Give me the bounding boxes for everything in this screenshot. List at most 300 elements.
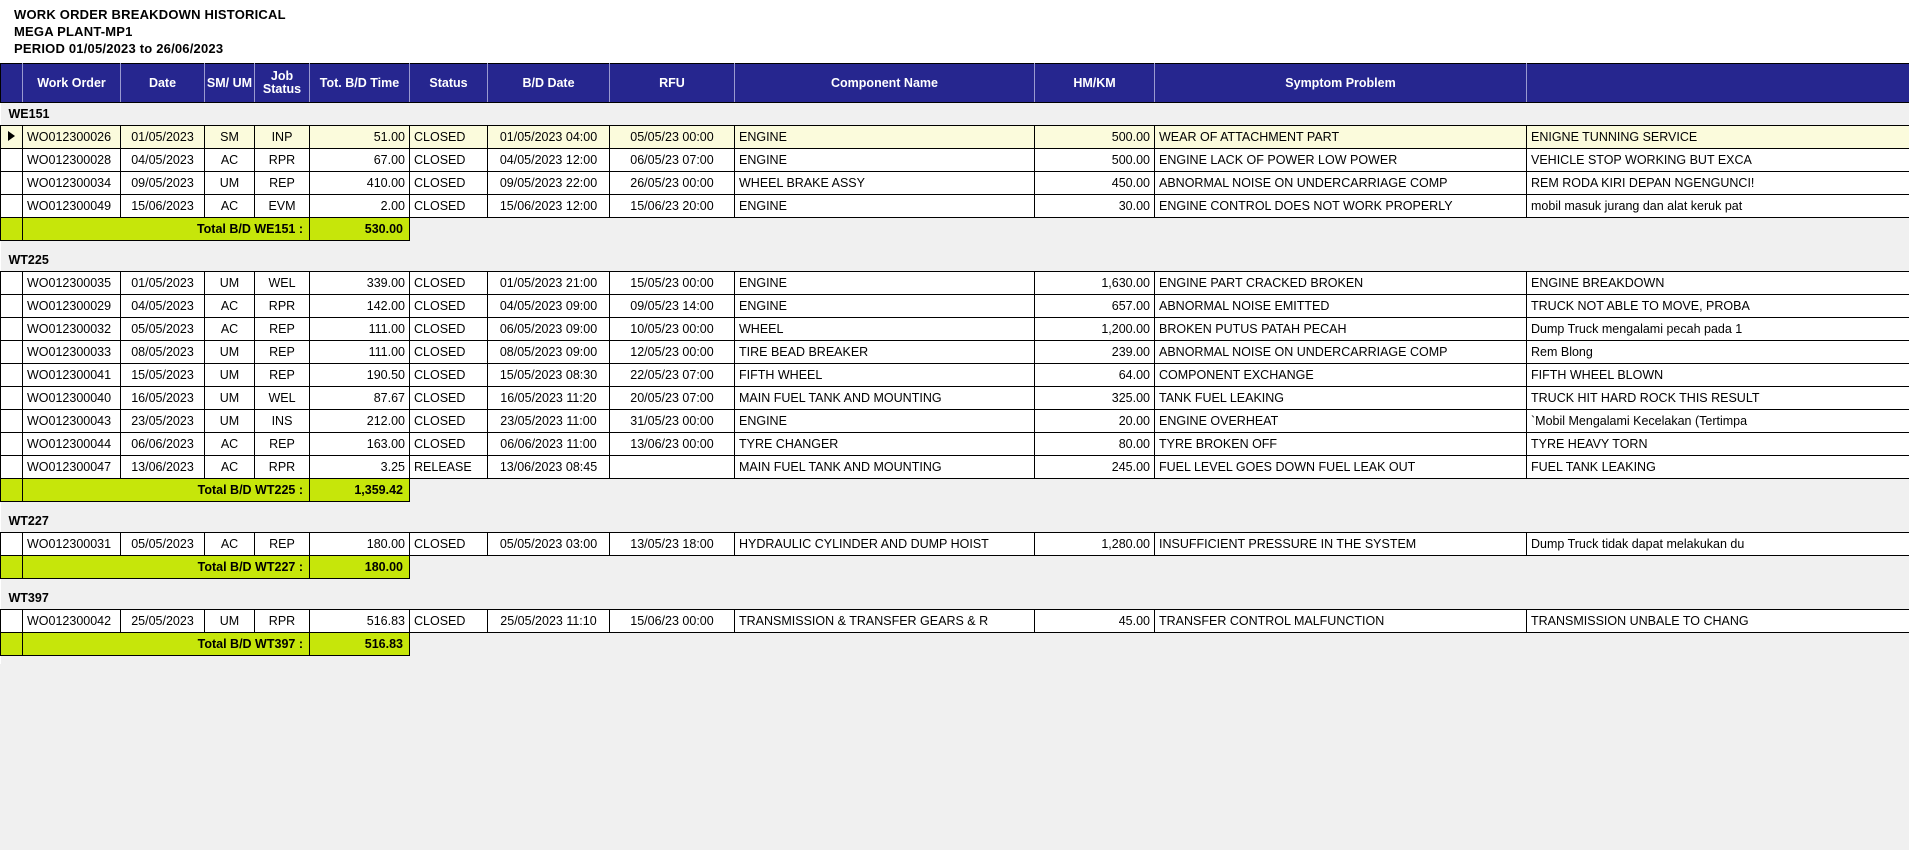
work-order-cell <box>23 149 121 172</box>
table-row[interactable] <box>1 533 1909 556</box>
group-total-label: Total B/D WT225 : <box>23 479 310 502</box>
sm-um-cell <box>205 272 255 295</box>
job-status-cell <box>255 410 310 433</box>
sm-um-cell-text: SM <box>220 130 239 144</box>
rfu-cell <box>610 126 735 149</box>
total-bd-time-cell <box>310 364 410 387</box>
date-cell <box>121 387 205 410</box>
date-cell <box>121 610 205 633</box>
job-status-cell-text: INS <box>271 414 293 428</box>
component-name-cell <box>735 195 1035 218</box>
table-row[interactable] <box>1 126 1909 149</box>
work-order-cell-text: WO012300044 <box>27 437 112 451</box>
symptom-problem-cell <box>1155 341 1527 364</box>
rfu-cell-text: 06/05/23 07:00 <box>630 153 714 167</box>
bd-date-cell <box>488 195 610 218</box>
sm-um-cell-text: UM <box>219 391 240 405</box>
component-name-cell-text: MAIN FUEL TANK AND MOUNTING <box>739 391 942 405</box>
column-header-hm-km[interactable]: HM/KM <box>1035 64 1155 103</box>
sm-um-cell-text: AC <box>220 537 239 551</box>
work-order-cell-text: WO012300026 <box>27 130 112 144</box>
total-bd-time-cell-text: 87.67 <box>373 391 405 405</box>
hm-km-cell <box>1035 341 1155 364</box>
symptom-problem-cell-text: COMPONENT EXCHANGE <box>1159 368 1314 382</box>
hm-km-cell-text: 30.00 <box>1118 199 1150 213</box>
rfu-cell <box>610 387 735 410</box>
job-status-cell <box>255 610 310 633</box>
rfu-cell <box>610 149 735 172</box>
date-cell <box>121 341 205 364</box>
row-marker-cell[interactable] <box>1 387 23 410</box>
component-name-cell-text: TIRE BEAD BREAKER <box>739 345 869 359</box>
row-marker-cell[interactable] <box>1 172 23 195</box>
job-status-cell-text: REP <box>269 368 295 382</box>
total-bd-time-cell <box>310 433 410 456</box>
extra-cell-text: ENIGNE TUNNING SERVICE <box>1531 130 1698 144</box>
job-status-cell <box>255 195 310 218</box>
symptom-problem-cell-text: WEAR OF ATTACHMENT PART <box>1159 130 1340 144</box>
job-status-cell-text: RPR <box>268 614 296 628</box>
date-cell-text: 05/05/2023 <box>131 322 194 336</box>
status-cell <box>410 272 488 295</box>
hm-km-cell <box>1035 364 1155 387</box>
column-header-extra[interactable] <box>1527 64 1909 103</box>
component-name-cell <box>735 433 1035 456</box>
symptom-problem-cell-text: ENGINE PART CRACKED BROKEN <box>1159 276 1364 290</box>
group-spacer-cell <box>1 241 1909 250</box>
total-bd-time-cell <box>310 387 410 410</box>
sm-um-cell-text: AC <box>220 299 239 313</box>
table-header-row <box>1 64 1909 103</box>
bd-date-cell <box>488 610 610 633</box>
status-cell-text: CLOSED <box>414 322 466 336</box>
total-bd-time-cell <box>310 195 410 218</box>
table-row[interactable] <box>1 364 1909 387</box>
table-row[interactable] <box>1 341 1909 364</box>
date-cell-text: 01/05/2023 <box>131 130 194 144</box>
status-cell-text: RELEASE <box>414 460 472 474</box>
work-order-cell <box>23 195 121 218</box>
total-bd-time-cell <box>310 126 410 149</box>
total-bd-time-cell-text: 51.00 <box>373 130 405 144</box>
row-marker-cell[interactable] <box>1 149 23 172</box>
work-order-cell-text: WO012300041 <box>27 368 112 382</box>
hm-km-cell-text: 657.00 <box>1111 299 1150 313</box>
column-header-job-status[interactable]: Job Status <box>255 64 310 103</box>
sm-um-cell <box>205 318 255 341</box>
hm-km-cell-text: 500.00 <box>1111 153 1150 167</box>
extra-cell <box>1527 272 1909 295</box>
group-spacer-cell <box>1 502 1909 511</box>
job-status-cell-text: REP <box>269 176 295 190</box>
component-name-cell-text: ENGINE <box>739 130 787 144</box>
column-header-bd-date[interactable]: B/D Date <box>488 64 610 103</box>
status-cell-text: CLOSED <box>414 391 466 405</box>
hm-km-cell-text: 325.00 <box>1111 391 1150 405</box>
extra-cell-text: mobil masuk jurang dan alat keruk pat <box>1531 199 1743 213</box>
job-status-cell <box>255 456 310 479</box>
extra-cell <box>1527 533 1909 556</box>
extra-cell <box>1527 456 1909 479</box>
bd-date-cell <box>488 433 610 456</box>
group-spacer-row <box>1 241 1909 250</box>
symptom-problem-cell <box>1155 433 1527 456</box>
job-status-cell <box>255 364 310 387</box>
component-name-cell <box>735 295 1035 318</box>
sm-um-cell-text: UM <box>219 368 240 382</box>
sm-um-cell <box>205 410 255 433</box>
component-name-cell <box>735 387 1035 410</box>
job-status-cell <box>255 172 310 195</box>
hm-km-cell-text: 245.00 <box>1111 460 1150 474</box>
column-header-sm-um[interactable]: SM/ UM <box>205 64 255 103</box>
job-status-cell-text: INP <box>271 130 293 144</box>
rfu-cell-text: 26/05/23 00:00 <box>630 176 714 190</box>
row-marker-cell[interactable] <box>1 456 23 479</box>
row-marker-cell[interactable] <box>1 364 23 387</box>
work-order-cell-text: WO012300028 <box>27 153 112 167</box>
status-cell-text: CLOSED <box>414 176 466 190</box>
hm-km-cell <box>1035 126 1155 149</box>
column-header-status[interactable]: Status <box>410 64 488 103</box>
extra-cell-text: VEHICLE STOP WORKING BUT EXCA <box>1531 153 1752 167</box>
row-marker-cell[interactable] <box>1 318 23 341</box>
component-name-cell-text: ENGINE <box>739 414 787 428</box>
symptom-problem-cell-text: ENGINE LACK OF POWER LOW POWER <box>1159 153 1398 167</box>
rfu-cell <box>610 318 735 341</box>
symptom-problem-cell-text: ABNORMAL NOISE EMITTED <box>1159 299 1330 313</box>
job-status-cell-text: EVM <box>268 199 296 213</box>
symptom-problem-cell <box>1155 410 1527 433</box>
sm-um-cell <box>205 364 255 387</box>
date-cell-text: 15/05/2023 <box>131 368 194 382</box>
extra-cell <box>1527 195 1909 218</box>
symptom-problem-cell-text: ABNORMAL NOISE ON UNDERCARRIAGE COMP <box>1159 345 1448 359</box>
hm-km-cell-text: 45.00 <box>1118 614 1150 628</box>
sm-um-cell-text: AC <box>220 460 239 474</box>
component-name-cell-text: ENGINE <box>739 276 787 290</box>
sm-um-cell-text: UM <box>219 176 240 190</box>
row-marker-cell[interactable] <box>1 610 23 633</box>
extra-cell-text: Dump Truck mengalami pecah pada 1 <box>1531 322 1743 336</box>
symptom-problem-cell-text: ENGINE CONTROL DOES NOT WORK PROPERLY <box>1159 199 1453 213</box>
sm-um-cell <box>205 126 255 149</box>
component-name-cell-text: TRANSMISSION & TRANSFER GEARS & R <box>739 614 989 628</box>
sm-um-cell-text: UM <box>219 414 240 428</box>
bd-date-cell <box>488 456 610 479</box>
total-bd-time-cell-text: 516.83 <box>366 614 405 628</box>
bd-date-cell <box>488 533 610 556</box>
component-name-cell <box>735 410 1035 433</box>
symptom-problem-cell <box>1155 172 1527 195</box>
table-row[interactable] <box>1 195 1909 218</box>
status-cell-text: CLOSED <box>414 199 466 213</box>
job-status-cell <box>255 295 310 318</box>
sm-um-cell <box>205 195 255 218</box>
status-cell-text: CLOSED <box>414 276 466 290</box>
bd-date-cell <box>488 149 610 172</box>
status-cell-text: CLOSED <box>414 537 466 551</box>
rfu-cell-text: 05/05/23 00:00 <box>630 130 714 144</box>
row-marker-cell[interactable] <box>1 410 23 433</box>
hm-km-cell-text: 20.00 <box>1118 414 1150 428</box>
work-order-cell-text: WO012300035 <box>27 276 112 290</box>
component-name-cell-text: ENGINE <box>739 153 787 167</box>
row-marker-cell[interactable] <box>1 195 23 218</box>
status-cell-text: CLOSED <box>414 414 466 428</box>
date-cell-text: 15/06/2023 <box>131 199 194 213</box>
sm-um-cell-text: UM <box>219 345 240 359</box>
total-bd-time-cell-text: 212.00 <box>366 414 405 428</box>
hm-km-cell-text: 1,280.00 <box>1101 537 1150 551</box>
extra-cell <box>1527 387 1909 410</box>
date-cell-text: 08/05/2023 <box>131 345 194 359</box>
sm-um-cell-text: AC <box>220 322 239 336</box>
symptom-problem-cell <box>1155 295 1527 318</box>
table-row[interactable] <box>1 149 1909 172</box>
table-row[interactable] <box>1 295 1909 318</box>
bd-date-cell-text: 23/05/2023 11:00 <box>500 414 597 428</box>
work-order-cell <box>23 533 121 556</box>
component-name-cell <box>735 533 1035 556</box>
symptom-problem-cell-text: ABNORMAL NOISE ON UNDERCARRIAGE COMP <box>1159 176 1448 190</box>
table-row[interactable] <box>1 318 1909 341</box>
work-order-cell-text: WO012300043 <box>27 414 112 428</box>
row-marker-cell[interactable] <box>1 272 23 295</box>
bd-date-cell-text: 06/05/2023 09:00 <box>499 322 598 336</box>
row-marker-cell[interactable] <box>1 533 23 556</box>
bd-date-cell <box>488 272 610 295</box>
bd-date-cell <box>488 364 610 387</box>
job-status-cell <box>255 126 310 149</box>
column-header-symptom-problem[interactable]: Symptom Problem <box>1155 64 1527 103</box>
sm-um-cell <box>205 387 255 410</box>
group-total-value: 516.83 <box>310 633 410 656</box>
extra-cell-text: `Mobil Mengalami Kecelakan (Tertimpa <box>1531 414 1748 428</box>
table-row[interactable] <box>1 410 1909 433</box>
extra-cell-text: FIFTH WHEEL BLOWN <box>1531 368 1664 382</box>
column-header-work-order[interactable]: Work Order <box>23 64 121 103</box>
work-order-cell <box>23 433 121 456</box>
extra-cell-text: TRANSMISSION UNBALE TO CHANG <box>1531 614 1749 628</box>
work-order-cell <box>23 318 121 341</box>
component-name-cell-text: MAIN FUEL TANK AND MOUNTING <box>739 460 942 474</box>
component-name-cell <box>735 172 1035 195</box>
column-header-total-bd-time[interactable]: Tot. B/D Time <box>310 64 410 103</box>
extra-cell <box>1527 341 1909 364</box>
row-marker-cell[interactable] <box>1 295 23 318</box>
rfu-cell <box>610 272 735 295</box>
report-title-line-2: MEGA PLANT-MP1 <box>14 24 133 39</box>
symptom-problem-cell-text: TANK FUEL LEAKING <box>1159 391 1285 405</box>
hm-km-cell-text: 239.00 <box>1111 345 1150 359</box>
hm-km-cell-text: 1,630.00 <box>1101 276 1150 290</box>
group-header-row <box>1 587 1909 610</box>
total-bd-time-cell <box>310 610 410 633</box>
extra-cell <box>1527 172 1909 195</box>
work-order-grid[interactable] <box>0 63 1909 664</box>
extra-cell-text: REM RODA KIRI DEPAN NGENGUNCI! <box>1531 176 1755 190</box>
sm-um-cell <box>205 295 255 318</box>
hm-km-cell-text: 64.00 <box>1118 368 1150 382</box>
rfu-cell-text: 12/05/23 00:00 <box>630 345 714 359</box>
sm-um-cell <box>205 433 255 456</box>
status-cell-text: CLOSED <box>414 299 466 313</box>
job-status-cell-text: WEL <box>268 391 296 405</box>
status-cell <box>410 433 488 456</box>
row-marker-cell[interactable] <box>1 126 23 149</box>
hm-km-cell <box>1035 272 1155 295</box>
extra-cell <box>1527 126 1909 149</box>
bd-date-cell <box>488 318 610 341</box>
group-total-value: 180.00 <box>310 556 410 579</box>
date-cell <box>121 433 205 456</box>
extra-cell-text: Rem Blong <box>1531 345 1593 359</box>
rfu-cell <box>610 410 735 433</box>
total-row-filler <box>410 218 1909 241</box>
rfu-cell <box>610 295 735 318</box>
sm-um-cell <box>205 610 255 633</box>
status-cell <box>410 456 488 479</box>
hm-km-cell <box>1035 149 1155 172</box>
sm-um-cell <box>205 456 255 479</box>
total-bd-time-cell-text: 111.00 <box>368 345 405 359</box>
total-row-filler <box>410 556 1909 579</box>
group-spacer-row <box>1 579 1909 588</box>
component-name-cell <box>735 318 1035 341</box>
date-cell <box>121 410 205 433</box>
work-order-cell-text: WO012300049 <box>27 199 112 213</box>
rfu-cell <box>610 364 735 387</box>
work-order-cell-text: WO012300034 <box>27 176 112 190</box>
total-bd-time-cell <box>310 410 410 433</box>
component-name-cell <box>735 126 1035 149</box>
total-bd-time-cell-text: 339.00 <box>366 276 405 290</box>
rfu-cell <box>610 433 735 456</box>
rfu-cell <box>610 195 735 218</box>
date-cell-text: 25/05/2023 <box>131 614 194 628</box>
hm-km-cell-text: 500.00 <box>1111 130 1150 144</box>
report-background-fill <box>0 664 1909 850</box>
total-bd-time-cell-text: 67.00 <box>373 153 405 167</box>
work-order-cell <box>23 172 121 195</box>
component-name-cell <box>735 149 1035 172</box>
column-header-component-name[interactable]: Component Name <box>735 64 1035 103</box>
work-order-cell-text: WO012300032 <box>27 322 112 336</box>
extra-cell <box>1527 149 1909 172</box>
group-total-row <box>1 218 1909 241</box>
work-order-cell <box>23 410 121 433</box>
total-row-marker-spacer <box>1 556 23 579</box>
date-cell-text: 04/05/2023 <box>131 153 194 167</box>
group-header-row <box>1 249 1909 272</box>
extra-cell-text: ENGINE BREAKDOWN <box>1531 276 1665 290</box>
component-name-cell <box>735 456 1035 479</box>
column-header-row-marker[interactable] <box>1 64 23 103</box>
column-header-rfu[interactable]: RFU <box>610 64 735 103</box>
bd-date-cell-text: 09/05/2023 22:00 <box>499 176 598 190</box>
total-bd-time-cell-text: 163.00 <box>366 437 405 451</box>
table-row[interactable] <box>1 172 1909 195</box>
bd-date-cell <box>488 341 610 364</box>
date-cell <box>121 126 205 149</box>
job-status-cell <box>255 387 310 410</box>
sm-um-cell <box>205 149 255 172</box>
symptom-problem-cell <box>1155 149 1527 172</box>
rfu-cell-text: 22/05/23 07:00 <box>630 368 714 382</box>
total-row-filler <box>410 479 1909 502</box>
rfu-cell-text: 15/05/23 00:00 <box>630 276 714 290</box>
bd-date-cell-text: 13/06/2023 08:45 <box>499 460 598 474</box>
work-order-cell <box>23 387 121 410</box>
table-row[interactable] <box>1 433 1909 456</box>
hm-km-cell-text: 1,200.00 <box>1101 322 1150 336</box>
bd-date-cell <box>488 387 610 410</box>
date-cell-text: 05/05/2023 <box>131 537 194 551</box>
status-cell-text: CLOSED <box>414 153 466 167</box>
status-cell <box>410 387 488 410</box>
job-status-cell <box>255 318 310 341</box>
hm-km-cell <box>1035 387 1155 410</box>
group-spacer-row <box>1 502 1909 511</box>
hm-km-cell <box>1035 533 1155 556</box>
work-order-cell-text: WO012300047 <box>27 460 112 474</box>
group-total-label: Total B/D WE151 : <box>23 218 310 241</box>
work-order-cell <box>23 364 121 387</box>
column-header-date[interactable]: Date <box>121 64 205 103</box>
date-cell-text: 23/05/2023 <box>131 414 194 428</box>
hm-km-cell <box>1035 410 1155 433</box>
total-bd-time-cell-text: 2.00 <box>380 199 405 213</box>
status-cell <box>410 410 488 433</box>
group-total-row <box>1 556 1909 579</box>
extra-cell-text: TYRE HEAVY TORN <box>1531 437 1648 451</box>
table-row[interactable] <box>1 387 1909 410</box>
symptom-problem-cell-text: ENGINE OVERHEAT <box>1159 414 1279 428</box>
bd-date-cell-text: 01/05/2023 04:00 <box>499 130 598 144</box>
status-cell <box>410 341 488 364</box>
bd-date-cell-text: 06/06/2023 11:00 <box>500 437 597 451</box>
extra-cell <box>1527 364 1909 387</box>
bd-date-cell <box>488 410 610 433</box>
work-order-cell <box>23 295 121 318</box>
work-order-cell <box>23 272 121 295</box>
row-marker-cell[interactable] <box>1 341 23 364</box>
symptom-problem-cell <box>1155 456 1527 479</box>
table-row[interactable] <box>1 456 1909 479</box>
symptom-problem-cell <box>1155 387 1527 410</box>
status-cell <box>410 533 488 556</box>
bd-date-cell-text: 05/05/2023 03:00 <box>499 537 598 551</box>
extra-cell-text: TRUCK HIT HARD ROCK THIS RESULT <box>1531 391 1760 405</box>
table-row[interactable] <box>1 610 1909 633</box>
rfu-cell <box>610 610 735 633</box>
total-bd-time-cell-text: 111.00 <box>368 322 405 336</box>
component-name-cell <box>735 610 1035 633</box>
status-cell <box>410 195 488 218</box>
bd-date-cell <box>488 126 610 149</box>
component-name-cell-text: ENGINE <box>739 199 787 213</box>
table-row[interactable] <box>1 272 1909 295</box>
sm-um-cell <box>205 533 255 556</box>
bd-date-cell-text: 15/05/2023 08:30 <box>499 368 598 382</box>
hm-km-cell <box>1035 195 1155 218</box>
row-marker-cell[interactable] <box>1 433 23 456</box>
sm-um-cell-text: AC <box>220 199 239 213</box>
bd-date-cell-text: 04/05/2023 09:00 <box>499 299 598 313</box>
rfu-cell-text: 13/06/23 00:00 <box>630 437 714 451</box>
group-label: WT227 <box>1 510 1909 533</box>
